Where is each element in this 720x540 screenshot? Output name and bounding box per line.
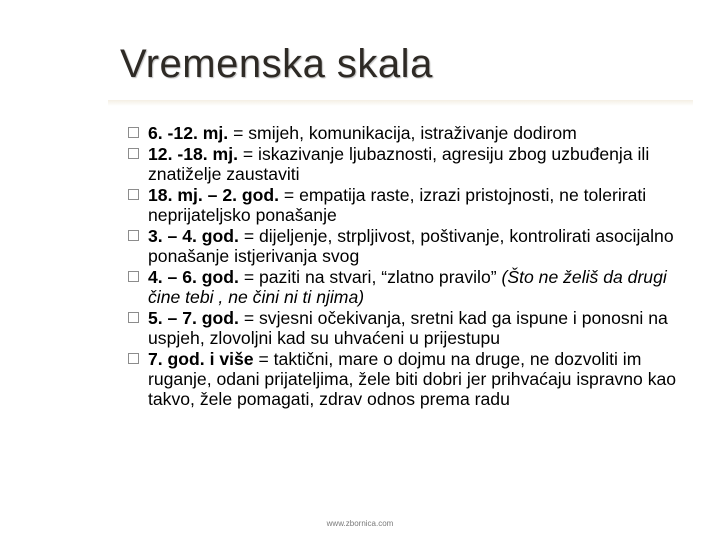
golden-rule-quote: (Što ne želiš da drugi čine tebi , ne čini ni ti njima) xyxy=(148,267,667,307)
age-range: 7. god. i više xyxy=(148,349,254,369)
list-item xyxy=(128,267,703,307)
item-description: = iskazivanje ljubaznosti, agresiju zbog uzbuđenja ili znatiželje zaustaviti xyxy=(148,144,650,184)
age-range: 18. mj. – 2. god. xyxy=(148,185,280,205)
footer-url: www.zbornica.com xyxy=(326,519,394,528)
item-description: = empatija raste, izrazi pristojnosti, ne tolerirati neprijateljsko ponašanje xyxy=(148,185,647,225)
item-description: = smijeh, komunikacija, istraživanje dodirom xyxy=(228,123,577,143)
list-item xyxy=(128,123,703,143)
square-bullet-icon xyxy=(128,353,139,364)
list-item xyxy=(128,349,703,409)
item-description: = svjesni očekivanja, sretni kad ga ispune i ponosni na uspjeh, zlovoljni kad su uhvaćeni u prijestupu xyxy=(148,308,668,348)
list-item xyxy=(128,185,703,225)
square-bullet-icon xyxy=(128,312,139,323)
age-range: 5. – 7. god. xyxy=(148,308,239,328)
square-bullet-icon xyxy=(128,189,139,200)
age-range: 4. – 6. god. xyxy=(148,267,239,287)
item-description: = taktični, mare o dojmu na druge, ne dozvoliti im ruganje, odani prijateljima, žele biti dobri jer prihvaćaju ispravno kao takvo, žele pomagati, zdrav odnos prema radu xyxy=(148,349,677,409)
age-range: 6. -12. mj. xyxy=(148,123,229,143)
age-range: 12. -18. mj. xyxy=(148,144,238,164)
square-bullet-icon xyxy=(128,148,139,159)
list-item xyxy=(128,226,703,266)
slide-title: Vremenska skala xyxy=(120,42,433,86)
bullet-list xyxy=(128,123,703,410)
age-range: 3. – 4. god. xyxy=(148,226,239,246)
square-bullet-icon xyxy=(128,127,139,138)
list-item xyxy=(128,308,703,348)
title-divider xyxy=(108,100,693,106)
square-bullet-icon xyxy=(128,271,139,282)
item-description: = paziti na stvari, “zlatno pravilo” xyxy=(238,267,502,287)
list-item xyxy=(128,144,703,184)
square-bullet-icon xyxy=(128,230,139,241)
item-description: = dijeljenje, strpljivost, poštivanje, kontrolirati asocijalno ponašanje istjerivanja svog xyxy=(148,226,674,266)
